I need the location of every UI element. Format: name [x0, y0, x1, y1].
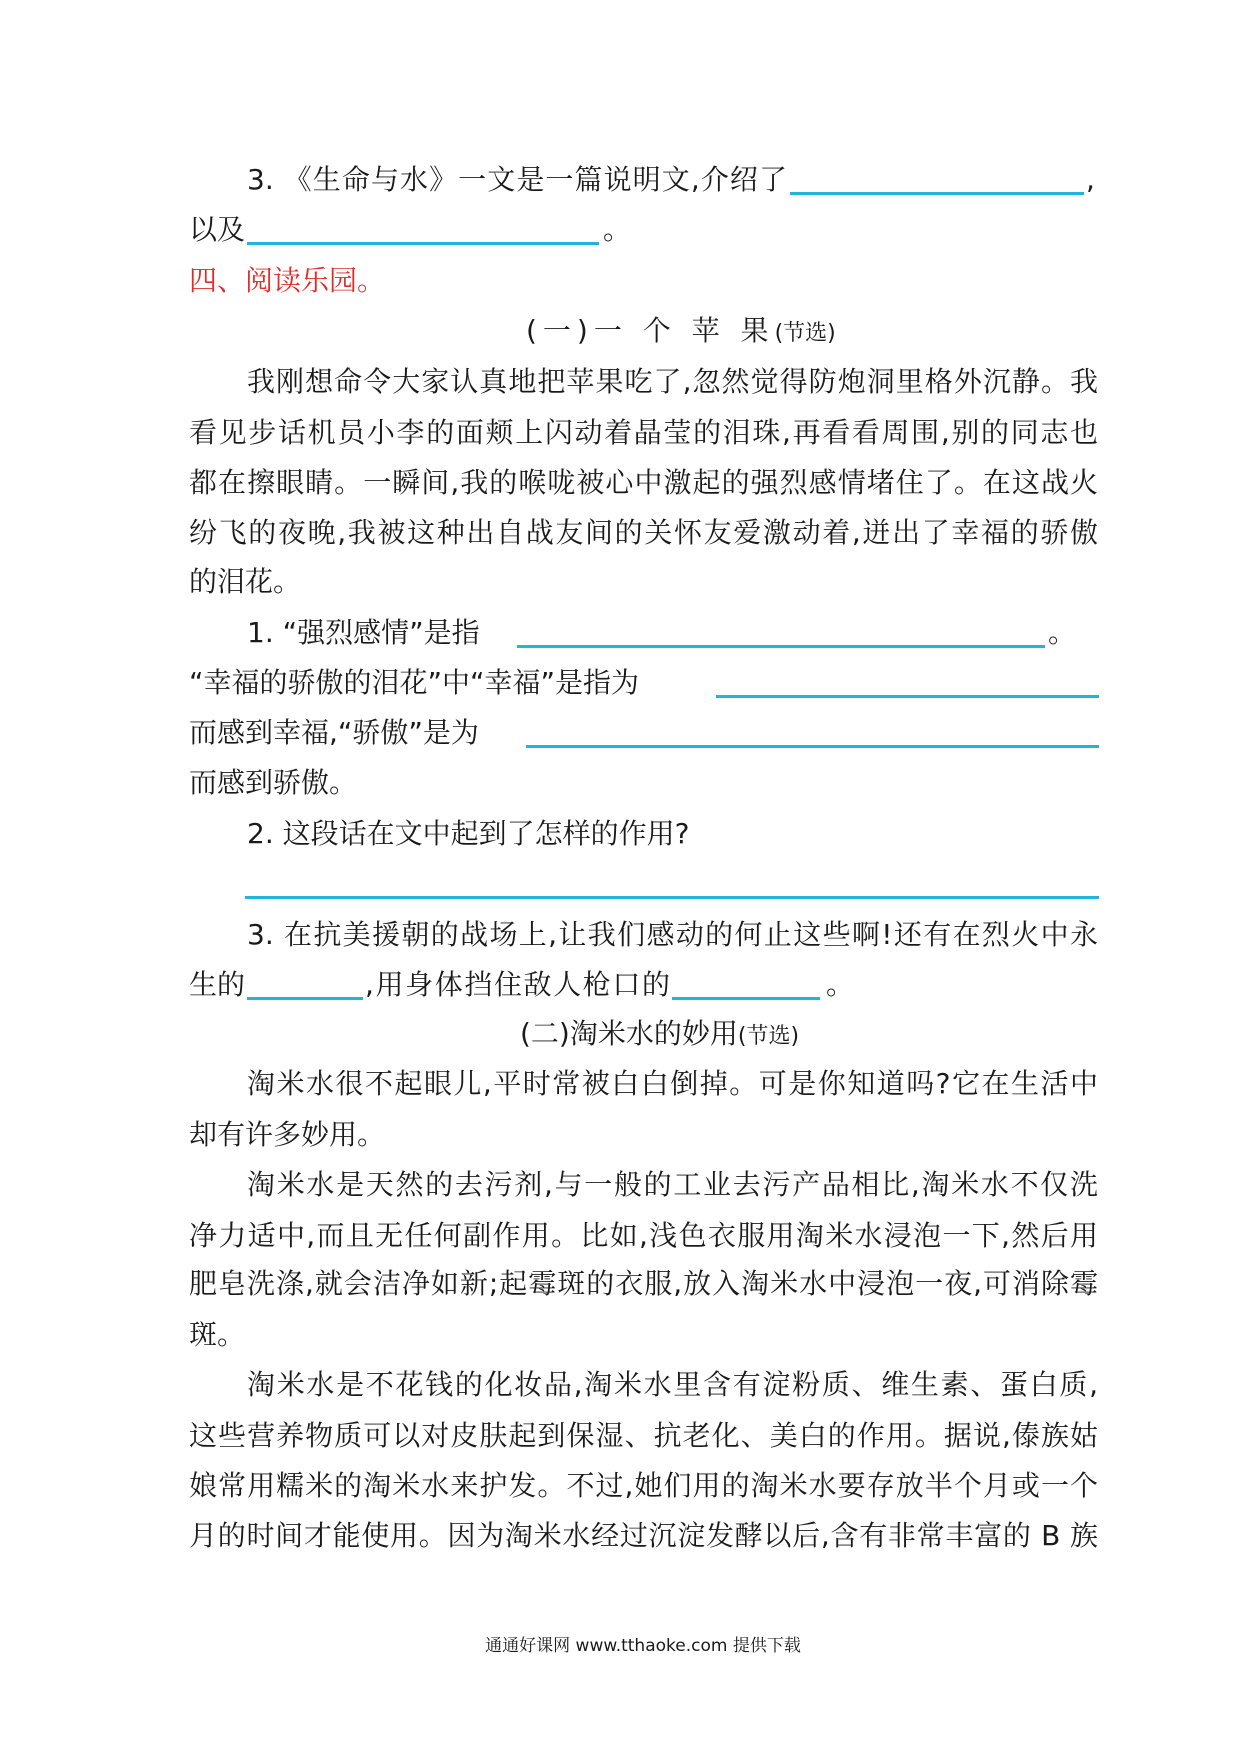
passage-title-text: (二)淘米水的妙用 — [520, 1017, 738, 1050]
question-text: “幸福的骄傲的泪花”中“幸福”是指为 — [189, 666, 640, 699]
passage-line: 我刚想命令大家认真地把苹果吃了,忽然觉得防炮洞里格外沉静。我 — [247, 365, 1098, 398]
passage-title-text: (一)一 个 苹 果 — [526, 314, 775, 347]
question-text: 2. 这段话在文中起到了怎样的作用? — [247, 817, 690, 850]
passage-line: 淘米水很不起眼儿,平时常被白白倒掉。可是你知道吗?它在生活中 — [247, 1067, 1098, 1100]
passage-line: 娘常用糯米的淘米水来护发。不过,她们用的淘米水要存放半个月或一个 — [189, 1469, 1098, 1502]
question-punctuation: , — [1086, 163, 1095, 196]
passage-line: 看见步话机员小李的面颊上闪动着晶莹的泪珠,再看看周围,别的同志也 — [189, 416, 1098, 449]
passage-line: 淘米水是天然的去污剂,与一般的工业去污产品相比,淘米水不仅洗 — [247, 1168, 1098, 1201]
question-text: 而感到幸福,“骄傲”是为 — [189, 716, 479, 749]
question-text: ,用身体挡住敌人枪口的 — [365, 968, 670, 1001]
answer-blank — [716, 695, 1099, 698]
passage-line: 肥皂洗涤,就会洁净如新;起霉斑的衣服,放入淘米水中浸泡一夜,可消除霉 — [189, 1267, 1098, 1300]
page-footer: 通通好课网 www.tthaoke.com 提供下载 — [485, 1636, 801, 1656]
question-text: 以及 — [189, 213, 246, 246]
passage-line: 净力适中,而且无任何副作用。比如,浅色衣服用淘米水浸泡一下,然后用 — [189, 1219, 1098, 1252]
question-text: 1. “强烈感情”是指 — [247, 616, 480, 649]
answer-blank — [247, 242, 599, 245]
passage-line: 却有许多妙用。 — [189, 1118, 386, 1151]
passage-title-note: (节选) — [737, 1024, 800, 1049]
answer-blank — [247, 997, 363, 1000]
passage-title-note: (节选) — [774, 321, 836, 346]
passage-line: 月的时间才能使用。因为淘米水经过沉淀发酵以后,含有非常丰富的 B 族 — [189, 1519, 1098, 1552]
passage-line: 斑。 — [189, 1318, 246, 1351]
question-punctuation: 。 — [826, 968, 855, 1001]
question-punctuation: 。 — [1048, 616, 1077, 649]
answer-blank — [517, 645, 1045, 648]
passage-line: 都在擦眼睛。一瞬间,我的喉咙被心中激起的强烈感情堵住了。在这战火 — [189, 466, 1098, 499]
passage-line: 纷飞的夜晚,我被这种出自战友间的关怀友爱激动着,迸出了幸福的骄傲 — [189, 516, 1098, 549]
section-heading: 四、阅读乐园。 — [189, 264, 386, 297]
answer-blank — [790, 192, 1084, 195]
question-text: 而感到骄傲。 — [189, 766, 358, 799]
question-punctuation: 。 — [603, 213, 632, 246]
question-text: 生的 — [189, 968, 246, 1001]
passage-title — [520, 1014, 799, 1054]
passage-line: 淘米水是不花钱的化妆品,淘米水里含有淀粉质、维生素、蛋白质, — [247, 1368, 1098, 1401]
question-text: 3. 在抗美援朝的战场上,让我们感动的何止这些啊!还有在烈火中永 — [247, 918, 1098, 951]
answer-blank — [245, 896, 1099, 899]
answer-blank — [526, 745, 1099, 748]
passage-title — [526, 311, 836, 351]
passage-line: 的泪花。 — [189, 565, 302, 598]
question-text: 3. 《生命与水》一文是一篇说明文,介绍了 — [247, 163, 787, 196]
answer-blank — [672, 997, 820, 1000]
passage-line: 这些营养物质可以对皮肤起到保湿、抗老化、美白的作用。据说,傣族姑 — [189, 1419, 1098, 1452]
